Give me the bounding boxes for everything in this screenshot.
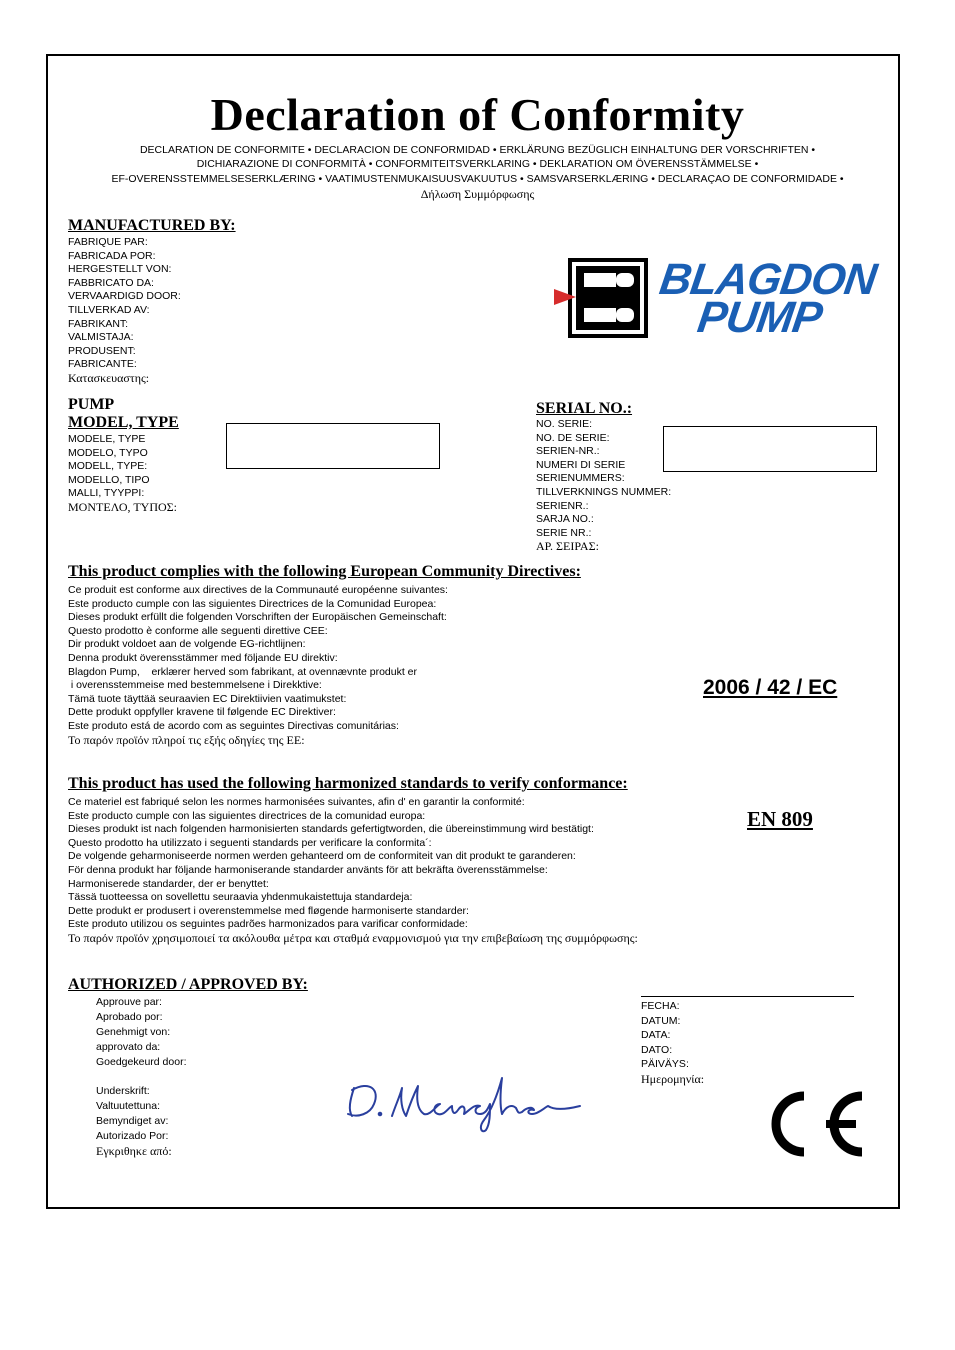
label: Underskrift: [96,1085,150,1097]
standards-lines [68,796,638,946]
authorized-heading: AUTHORIZED / APPROVED BY: [68,976,308,993]
label: ΜΟΝΤΕΛΟ, ΤΥΠΟΣ: [68,499,177,514]
label: Autorizado Por: [96,1130,169,1142]
label: Genehmigt von: [96,1026,171,1038]
serial-number-field[interactable] [663,426,877,472]
label: FABRICANTE: [68,358,137,371]
line: i overensstemmeise med bestemmelsene i Direkktive: [68,679,322,692]
line: De volgende geharmoniseerde normen werden gehanteerd om de conformiteit van dit produkt te garanderen: [68,850,576,863]
subtitle-line: DECLARATION DE CONFORMITE • DECLARACION DE CONFORMIDAD • ERKLÄRUNG BEZÜGLICH EINHALTUNG DER VORSCHRIFTEN • [139,144,816,156]
line: Dieses produkt ist nach folgenden harmonisierten standards gefertigtworden, die übereinstimmung wird bestätigt: [68,823,594,836]
label: SARJA NO.: [536,513,594,526]
model-type-heading: MODEL, TYPE [68,414,179,431]
label: NO. DE SERIE: [536,431,610,444]
standard-value: EN 809 [747,807,813,831]
line: Ce produit est conforme aux directives de la Communauté européenne suivantes: [68,584,448,596]
label: FABRICADA POR: [68,249,156,262]
line: Το παρόν προϊόν πληροί τις εξής οδηγίες της ΕΕ: [68,732,305,747]
label: MODELLO, TIPO [68,473,150,486]
serial-heading: SERIAL NO.: [536,400,633,417]
label: NUMERI DI SERIE [536,458,626,471]
line: Dette produkt oppfyller kravene til følgende EC Direktiver: [68,706,336,719]
label: MALLI, TYYPPI: [68,487,145,500]
manufactured-heading: MANUFACTURED BY: [68,217,236,234]
subtitle-line: EF-OVERENSSTEMMELSESERKLÆRING • VAATIMUSTENMUKAISUUSVAKUUTUS • SAMSVARSERKLÆRING • DECLARAÇAO DE CONFORMIDADE • [111,173,844,185]
label: MODELE, TYPE [68,433,146,445]
line: Este producto cumple con las siguientes directrices de la comunidad europa: [68,809,426,822]
label: VALMISTAJA: [68,331,134,344]
label: DATO: [641,1043,673,1056]
signature-labels [96,1084,172,1159]
line: Το παρόν προϊόν χρησιμοποιεί τα ακόλουθα μέτρα και σταθμά εναρμονισμού για την επιβεβαίωση της συμμόρφωσης: [68,930,638,945]
label: DATUM: [641,1014,681,1027]
model-labels [68,433,177,515]
label: SERIEN-NR.: [536,445,600,458]
line: Este producto cumple con las siguientes Directrices de la Comunidad Europea: [68,597,437,610]
label: Bemyndiget av: [96,1115,169,1127]
line: Tämä tuote täyttää seuraavien EC Direktiivien vaatimukstet: [68,692,347,705]
label: MODELO, TYPO [68,446,148,459]
approved-labels [96,995,186,1070]
label: Aprobado por: [96,1011,163,1023]
subtitle-line-greek: Δήλωση Συμμόρφωσης [420,187,535,201]
label: SERIENR.: [536,499,589,512]
label: Valtuutettuna: [96,1100,161,1112]
logo-line1: BLAGDON [656,255,879,304]
page-title: Declaration of Conformity [210,89,745,140]
line: För denna produkt har följande harmoniserande standarder använts för att bekräfta överensstämmelse: [68,863,548,876]
directives-heading: This product complies with the following European Community Directives: [68,563,581,580]
label: NO. SERIE: [536,418,593,430]
signature-image [340,1060,600,1135]
label: FECHA: [641,1000,680,1012]
label: HERGESTELLT VON: [68,263,172,276]
subtitle-line: DICHIARAZIONE DI CONFORMITÀ • CONFORMITEITSVERKLARING • DEKLARATION OM ÖVERENSSTÄMMELSE • [196,158,759,170]
label: Approuve par: [96,996,162,1008]
line: Questo prodotto ha utilizzato i seguenti standards per verificare la conformita´: [68,836,432,849]
blagdon-logo [552,256,892,341]
label: Εγκριθηκε από: [96,1144,172,1158]
label: VERVAARDIGD DOOR: [68,290,181,303]
label: DATA: [641,1029,671,1042]
standards-heading: This product has used the following harmonized standards to verify conformance: [68,775,628,792]
manufactured-labels [68,236,181,386]
serial-labels [536,418,671,554]
label: MODELL, TYPE: [68,460,148,473]
logo-line2: PUMP [694,293,825,342]
label: Goedgekeurd door: [96,1056,187,1068]
date-labels [641,999,704,1087]
label: SERIENUMMERS: [536,472,625,485]
line: Este produto utilizou os seguintes padrões harmonizados para varificar conformidade: [68,918,468,931]
line: Denna produkt överensstämmer med följande EU direktiv: [68,651,338,664]
line: Ce materiel est fabriqué selon les normes harmonisées suivantes, afin d' en garantir la conformité: [68,796,525,808]
label: Κατασκευαστης: [68,370,150,385]
model-type-field[interactable] [226,423,440,469]
label: FABRIQUE PAR: [68,236,148,248]
label: FABRIKANT: [68,317,129,330]
label: PRODUSENT: [68,344,136,357]
line: Dieses produkt erfüllt die folgenden Vorschriften der Europäischen Gemeinschaft: [68,611,447,624]
line: Dette produkt er produsert i overenstemmelse med fløgende harmoniserte standarder: [68,904,469,917]
label: ΑΡ. ΣΕΙΡΑΣ: [536,539,599,554]
line: Este produto está de acordo com as seguintes Directivas comunitárias: [68,719,399,732]
line: Questo prodotto è conforme alle seguenti direttive CEE: [68,624,328,637]
directives-lines [68,584,448,747]
line: Blagdon Pump, erklærer herved som fabrikant, at ovennævnte produkt er [68,665,418,678]
ce-mark-icon [756,1088,868,1160]
label: SERIE NR.: [536,526,592,539]
directive-value: 2006 / 42 / EC [703,676,838,699]
label: Ημερομηνία: [641,1071,705,1086]
pump-heading: PUMP [68,396,115,413]
label: FABBRICATO DA: [68,276,154,289]
blagdon-b-logo-icon [552,256,652,341]
line: Tässä tuotteessa on sovellettu seuraavia yhdenmukaistettuja standardeja: [68,891,413,904]
label: approvato da: [96,1041,161,1053]
line: Dir produkt voldoet aan de volgende EG-richtlijnen: [68,638,306,651]
label: PÄIVÄYS: [641,1058,689,1071]
label: TILLVERKAD AV: [68,303,150,316]
line: Harmoniserede standarder, der er benyttet: [68,877,269,890]
label: TILLVERKNINGS NUMMER: [536,485,672,498]
date-line [641,996,854,997]
